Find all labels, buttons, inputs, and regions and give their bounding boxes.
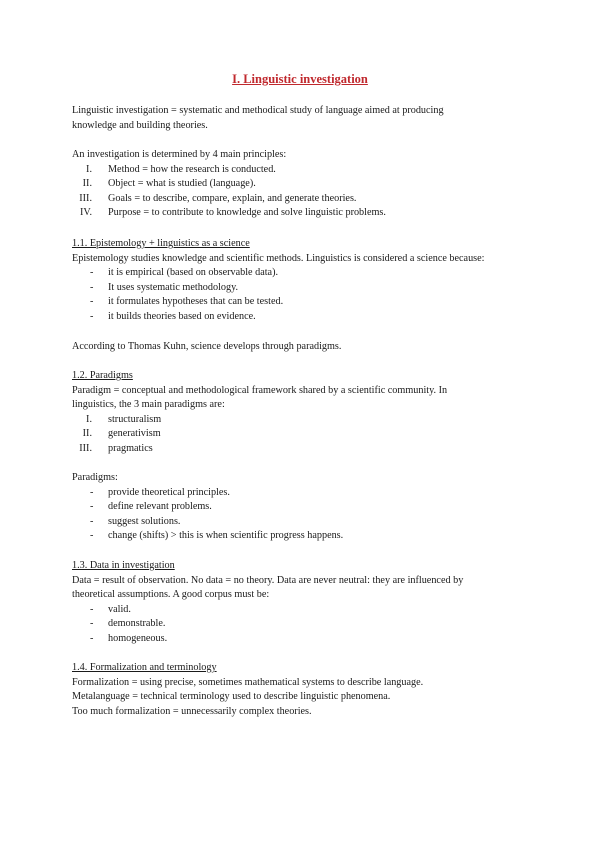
bullet-dash: - — [90, 515, 94, 527]
list-text: it is empirical (based on observable data). — [108, 267, 279, 279]
list-text: Purpose = to contribute to knowledge and solve linguistic problems. — [108, 207, 386, 219]
section-paragraph: Paradigm = conceptual and methodological framework shared by a scientific community. In — [72, 384, 448, 396]
section-paragraph: Formalization = using precise, sometimes mathematical systems to describe language. — [72, 676, 424, 688]
list-item — [72, 163, 542, 178]
list-number: I. — [86, 413, 92, 425]
section-paragraph: Metalanguage = technical terminology used to describe linguistic phenomena. — [72, 691, 391, 703]
list-text: demonstrable. — [108, 618, 166, 630]
list-item — [72, 206, 542, 221]
list-item — [72, 529, 542, 544]
list-item — [72, 617, 542, 632]
list-text: It uses systematic methodology. — [108, 281, 239, 293]
section-heading: 1.2. Paradigms — [72, 370, 133, 381]
list-item — [72, 427, 542, 442]
list-text: Goals = to describe, compare, explain, and generate theories. — [108, 192, 357, 204]
list-item — [72, 310, 542, 325]
list-item — [72, 266, 542, 281]
bullet-dash: - — [90, 632, 94, 644]
list-text: provide theoretical principles. — [108, 486, 230, 498]
list-number: II. — [82, 428, 92, 440]
bullet-dash: - — [90, 603, 94, 615]
list-text: suggest solutions. — [108, 515, 181, 527]
list-text: generativism — [108, 428, 161, 440]
intro-line: knowledge and building theories. — [72, 119, 208, 131]
section-1-1 — [72, 237, 542, 325]
section-paragraph: theoretical assumptions. A good corpus must be: — [72, 589, 270, 601]
bullet-dash: - — [90, 296, 94, 308]
bullet-dash: - — [90, 530, 94, 542]
section-paragraph: According to Thomas Kuhn, science develops through paradigms. — [72, 341, 342, 352]
paradigms-lead: Paradigms: — [72, 472, 118, 483]
intro-line: Linguistic investigation = systematic and methodical study of language aimed at producing — [72, 105, 444, 116]
principles-section — [72, 148, 542, 221]
paradigms-section — [72, 471, 542, 544]
list-text: it builds theories based on evidence. — [108, 310, 256, 322]
list-text: change (shifts) > this is when scientific progress happens. — [108, 530, 344, 542]
list-item — [72, 486, 542, 501]
section-1-4 — [72, 661, 542, 719]
list-item — [72, 192, 542, 207]
section-heading: 1.1. Epistemology + linguistics as a science — [72, 238, 250, 249]
list-item — [72, 442, 542, 457]
list-text: structuralism — [108, 413, 162, 425]
list-item — [72, 603, 542, 618]
bullet-dash: - — [90, 281, 94, 293]
list-item — [72, 500, 542, 515]
section-paragraph: Data = result of observation. No data = no theory. Data are never neutral: they are influenced by — [72, 574, 464, 586]
bullet-dash: - — [90, 618, 94, 630]
list-item — [72, 295, 542, 310]
section-1-3 — [72, 559, 542, 647]
list-text: Method = how the research is conducted. — [108, 163, 276, 175]
bullet-dash: - — [90, 486, 94, 498]
list-item — [72, 177, 542, 192]
section-paragraph: Too much formalization = unnecessarily complex theories. — [72, 705, 312, 717]
section-heading: 1.4. Formalization and terminology — [72, 662, 217, 673]
principles-lead: An investigation is determined by 4 main principles: — [72, 149, 287, 160]
bullet-dash: - — [90, 310, 94, 322]
list-text: homogeneous. — [108, 632, 168, 644]
list-item — [72, 413, 542, 428]
list-text: valid. — [108, 603, 131, 615]
section-heading: 1.3. Data in investigation — [72, 560, 175, 571]
list-number: III. — [79, 192, 92, 204]
section-paragraph: linguistics, the 3 main paradigms are: — [72, 399, 225, 411]
list-number: I. — [86, 163, 92, 175]
list-text: Object = what is studied (language). — [108, 178, 256, 190]
bullet-dash: - — [90, 267, 94, 279]
intro-paragraph — [72, 104, 542, 133]
list-number: III. — [79, 442, 92, 454]
list-text: define relevant problems. — [108, 501, 212, 513]
list-text: it formulates hypotheses that can be tested. — [108, 296, 284, 308]
section-paragraph: Epistemology studies knowledge and scientific methods. Linguistics is considered a science because: — [72, 252, 485, 264]
list-number: II. — [82, 178, 92, 190]
list-item — [72, 632, 542, 647]
page-title: I. Linguistic investigation — [232, 72, 368, 86]
list-item — [72, 515, 542, 530]
list-text: pragmatics — [108, 442, 153, 454]
list-item — [72, 281, 542, 296]
list-number: IV. — [80, 207, 92, 219]
section-1-2 — [72, 369, 542, 457]
bullet-dash: - — [90, 501, 94, 513]
kuhn-paragraph — [72, 340, 542, 355]
